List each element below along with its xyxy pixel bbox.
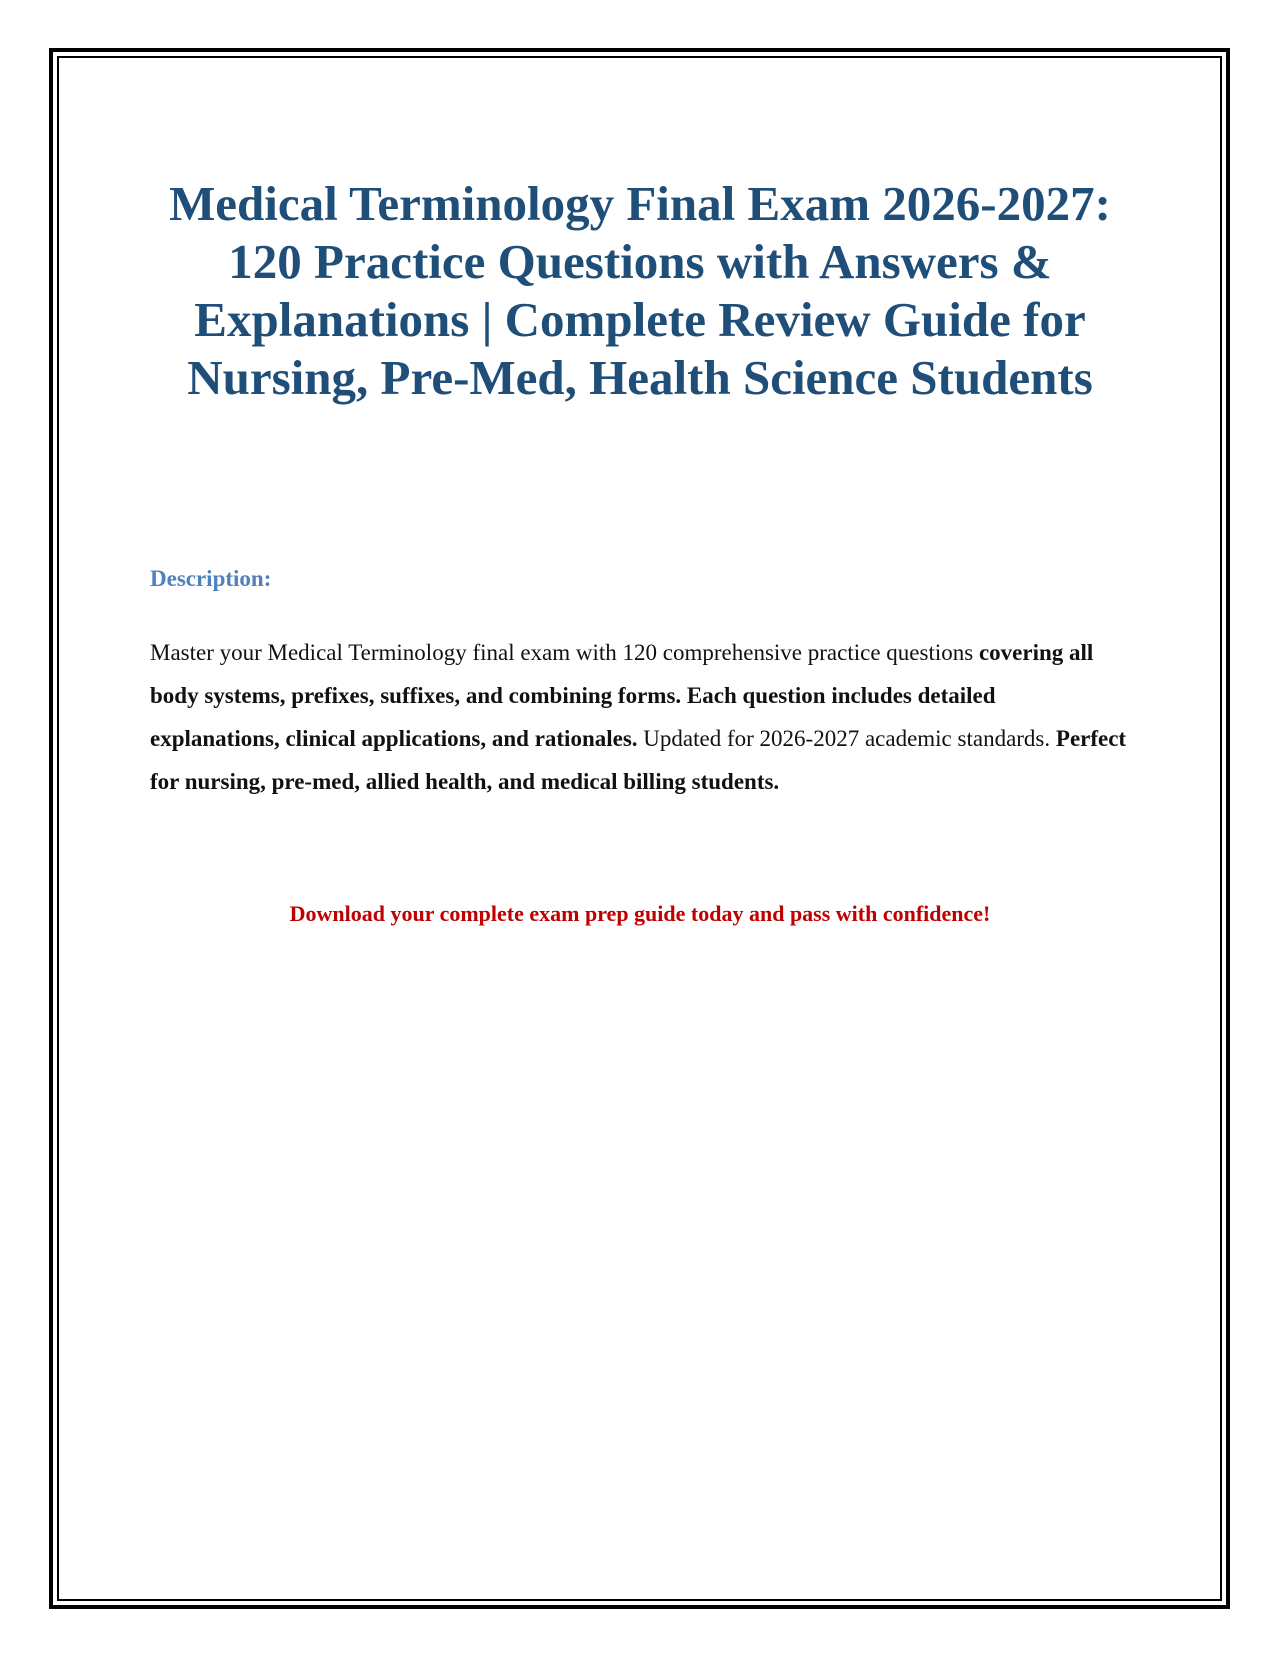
description-label: Description: — [150, 566, 272, 591]
call-to-action: Download your complete exam prep guide today and pass with confidence! — [289, 901, 991, 926]
description-text-2-bold: covering all body systems, prefixes, suffixes, and combining forms. Each question includes detailed explanations, clinical applications, and rationales. — [150, 640, 1094, 751]
description-text-4-bold: Perfect for nursing, pre-med, allied health, and medical billing students. — [150, 726, 1127, 794]
description-paragraph — [150, 631, 1130, 803]
document-title: Medical Terminology Final Exam 2026-2027: 120 Practice Questions with Answers & Explanations | Complete Review Guide for Nursing, Pre-Med, Health Science Students — [169, 176, 1111, 405]
description-text-1: Master your Medical Terminology final exam with 120 comprehensive practice questions — [150, 640, 979, 665]
description-text-3: Updated for 2026-2027 academic standards. — [637, 726, 1056, 751]
